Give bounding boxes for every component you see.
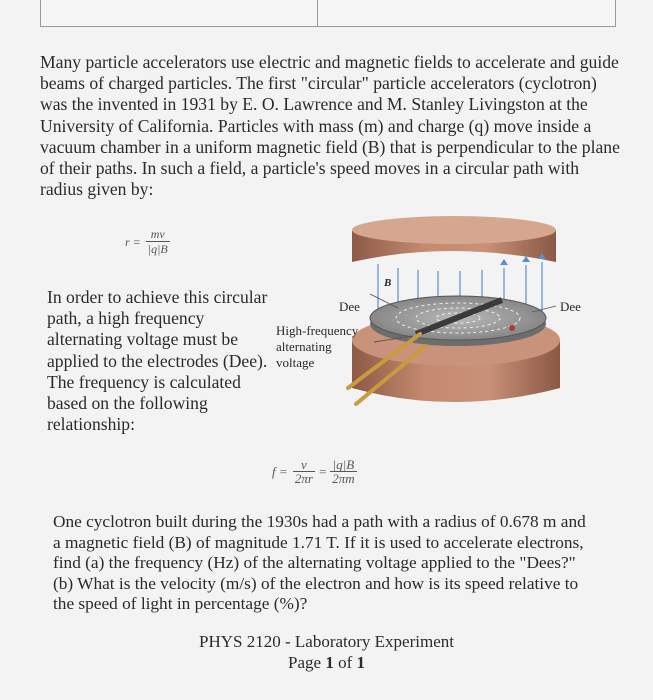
radius-fraction-denominator: |q|B — [147, 242, 168, 256]
course-title: PHYS 2120 - Laboratory Experiment — [199, 632, 454, 651]
header-table — [40, 0, 616, 27]
frequency-fraction-2 — [330, 458, 356, 486]
page-mid: of — [333, 653, 357, 672]
page-indicator — [0, 652, 653, 673]
intro-paragraph: Many particle accelerators use electric and magnetic fields to accelerate and guide beams of charged particles. The first "circular" particle accelerators (cyclotron) was the invented in 1931 by E. O. Lawrence and M. Stanley Livingston at the University of California. Particles with mass (m) and charge (q) move inside a vacuum chamber in a uniform magnetic field (B) that is perpendicular to the plane of their paths. In such a field, a particle's speed moves in a circular path with radius given by: — [40, 52, 620, 200]
page-total: 1 — [356, 653, 365, 672]
radius-fraction-numerator: mv — [146, 228, 170, 242]
dee-label-right: Dee — [560, 299, 581, 314]
page-footer — [0, 631, 653, 673]
page-prefix: Page — [288, 653, 326, 672]
voltage-label-line2: alternating — [276, 339, 332, 354]
radius-formula — [125, 228, 170, 256]
voltage-label-line3: voltage — [276, 355, 315, 370]
frequency-fraction-1-numerator: v — [293, 458, 315, 472]
cyclotron-illustration — [270, 212, 600, 422]
frequency-fraction-1-denominator: 2πr — [294, 471, 313, 486]
radius-formula-lhs: r = — [125, 234, 141, 249]
dee-label-left: Dee — [339, 299, 360, 314]
page-number: 1 — [325, 653, 334, 672]
frequency-formula — [272, 458, 357, 486]
frequency-formula-lhs: f = — [272, 464, 288, 479]
problem-statement: One cyclotron built during the 1930s had a path with a radius of 0.678 m and a magnetic field (B) of magnitude 1.71 T. If it is used to accelerate electrons, find (a) the frequency (Hz) of the alternating voltage applied to the "Dees?" (b) What is the velocity (m/s) of the electron and how is its speed relative to the speed of light in percentage (%)? — [53, 512, 586, 614]
frequency-fraction-2-denominator: 2πm — [332, 471, 355, 486]
header-table-divider — [317, 0, 318, 26]
cyclotron-diagram — [270, 212, 600, 427]
voltage-label-line1: High-frequency — [276, 323, 359, 338]
radius-fraction — [146, 228, 170, 256]
frequency-fraction-1 — [293, 458, 315, 486]
frequency-explanation: In order to achieve this circular path, a high frequency alternating voltage must be applied to the electrodes (Dee). The frequency is calculated based on the following relationship: — [47, 287, 268, 435]
frequency-formula-equals: = — [318, 464, 327, 479]
frequency-fraction-2-numerator: |q|B — [330, 458, 356, 472]
field-label: B — [384, 277, 392, 289]
